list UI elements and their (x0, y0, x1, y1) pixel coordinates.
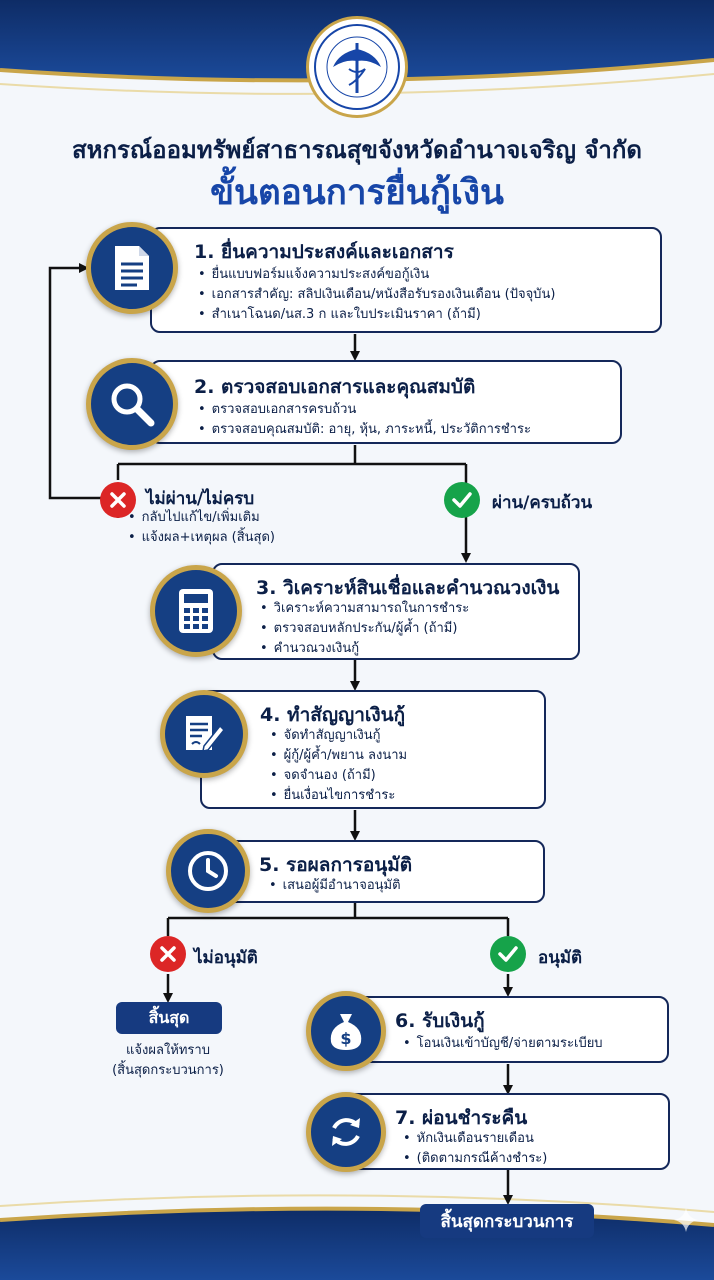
sparkle-icon (672, 1206, 700, 1234)
fail-items (128, 508, 275, 548)
contract-icon (160, 690, 248, 778)
step-6-title: 6. รับเงินกู้ (395, 1010, 485, 1032)
list-item: • ตรวจสอบคุณสมบัติ: อายุ, หุ้น, ภาระหนี้, ประวัติการชำระ (198, 420, 531, 440)
list-item: • คำนวณวงเงินกู้ (260, 639, 469, 659)
step-2-box (150, 360, 622, 444)
step-1-box (150, 227, 662, 333)
list-item: • ตรวจสอบเอกสารครบถ้วน (198, 400, 531, 420)
step-3-title: 3. วิเคราะห์สินเชื่อและคำนวณวงเงิน (256, 577, 560, 599)
reject-x-icon (150, 936, 186, 972)
organization-name: สหกรณ์ออมทรัพย์สาธารณสุขจังหวัดอำนาจเจริญ จำกัด (72, 136, 642, 164)
list-item: • จดจำนอง (ถ้ามี) (270, 766, 407, 786)
list-item: • เสนอผู้มีอำนาจอนุมัติ (269, 876, 401, 896)
reject-end-badge: สิ้นสุด (116, 1002, 222, 1034)
reject-note (68, 1041, 268, 1081)
step-1-items (198, 265, 555, 325)
list-item: • กลับไปแก้ไข/เพิ่มเติม (128, 508, 275, 528)
step-6-box (345, 996, 669, 1063)
list-item: • ผู้กู้/ผู้ค้ำ/พยาน ลงนาม (270, 746, 407, 766)
list-item: • โอนเงินเข้าบัญชี/จ่ายตามระเบียบ (403, 1034, 603, 1054)
document-icon (86, 222, 178, 314)
step-4-items (270, 726, 407, 806)
svg-text:$: $ (340, 1029, 352, 1048)
calculator-icon (150, 565, 242, 657)
magnifier-icon (86, 358, 178, 450)
step-5-items (269, 876, 401, 896)
money-bag-icon (306, 991, 386, 1071)
reject-label: ไม่อนุมัติ (194, 948, 258, 968)
list-item: • หักเงินเดือนรายเดือน (403, 1129, 547, 1149)
step-3-items (260, 599, 469, 659)
refresh-icon (306, 1092, 386, 1172)
fail-label: ไม่ผ่าน/ไม่ครบ (146, 489, 255, 509)
step-5-box (205, 840, 545, 903)
step-2-title: 2. ตรวจสอบเอกสารและคุณสมบัติ (194, 376, 476, 398)
step-4-title: 4. ทำสัญญาเงินกู้ (260, 704, 406, 726)
process-end-badge: สิ้นสุดกระบวนการ (420, 1204, 594, 1238)
list-item: • (ติดตามกรณีค้างชำระ) (403, 1149, 547, 1169)
step-2-items (198, 400, 531, 440)
step-1-title: 1. ยื่นความประสงค์และเอกสาร (194, 241, 454, 263)
step-5-title: 5. รอผลการอนุมัติ (259, 854, 413, 876)
list-item: • วิเคราะห์ความสามารถในการชำระ (260, 599, 469, 619)
list-item: • สำเนาโฉนด/นส.3 ก และใบประเมินราคา (ถ้ามี) (198, 305, 555, 325)
list-item: • เอกสารสำคัญ: สลิปเงินเดือน/หนังสือรับรองเงินเดือน (ปัจจุบัน) (198, 285, 555, 305)
organization-logo (306, 16, 408, 118)
step-7-title: 7. ผ่อนชำระคืน (395, 1107, 528, 1129)
list-item: • ยื่นแบบฟอร์มแจ้งความประสงค์ขอกู้เงิน (198, 265, 555, 285)
reject-note-line: (สิ้นสุดกระบวนการ) (112, 1063, 224, 1078)
approve-check-icon (490, 936, 526, 972)
list-item: • จัดทำสัญญาเงินกู้ (270, 726, 407, 746)
pass-label: ผ่าน/ครบถ้วน (492, 493, 593, 513)
step-4-box (200, 690, 546, 809)
pass-check-icon (444, 482, 480, 518)
list-item: • ตรวจสอบหลักประกัน/ผู้ค้ำ (ถ้ามี) (260, 619, 469, 639)
list-item: • แจ้งผล+เหตุผล (สิ้นสุด) (128, 528, 275, 548)
approve-label: อนุมัติ (538, 948, 583, 968)
step-3-box (212, 563, 580, 660)
page-title: ขั้นตอนการยื่นกู้เงิน (210, 173, 504, 213)
step-7-box (345, 1093, 670, 1170)
list-item: • ยื่นเงื่อนไขการชำระ (270, 786, 407, 806)
step-7-items (403, 1129, 547, 1169)
step-6-items (403, 1034, 603, 1054)
reject-note-line: แจ้งผลให้ทราบ (126, 1043, 210, 1058)
clock-icon (166, 829, 250, 913)
